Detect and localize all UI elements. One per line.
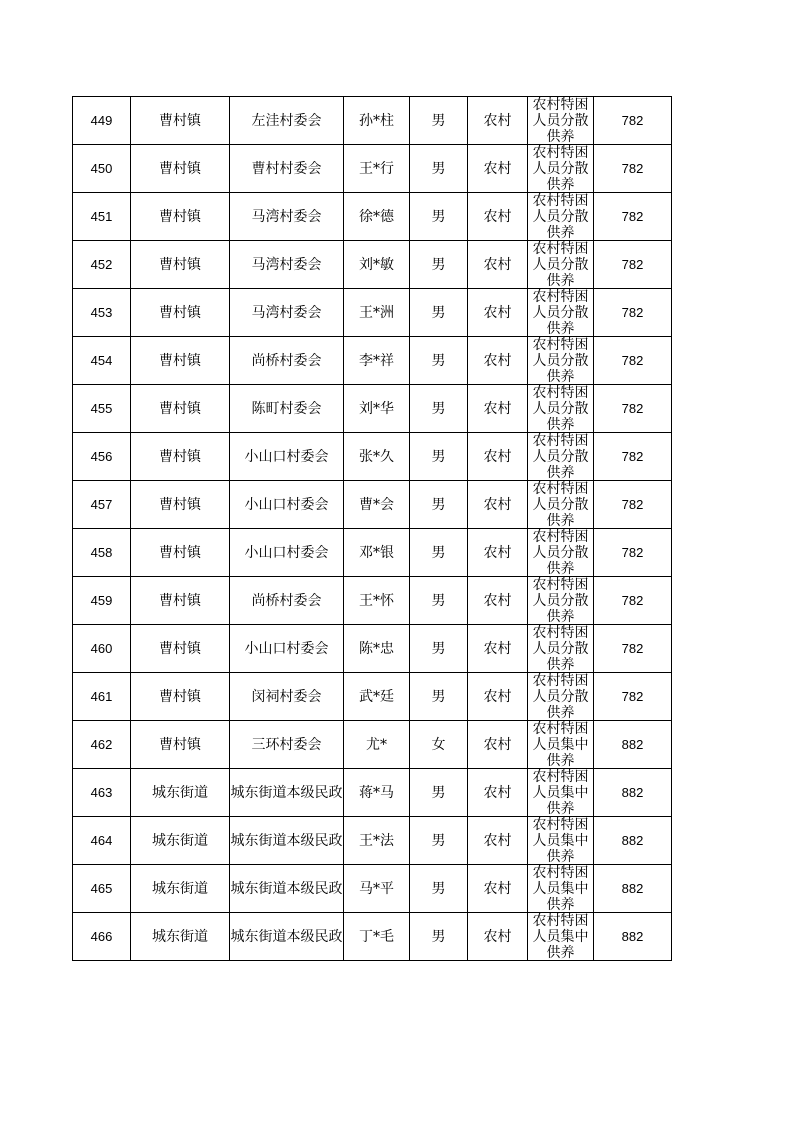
table-row — [73, 673, 672, 721]
table-row — [73, 289, 672, 337]
cell-area-type: 农村 — [468, 529, 528, 577]
cell-village-committee: 闵祠村委会 — [230, 673, 344, 721]
table-row — [73, 769, 672, 817]
cell-serial-number: 458 — [73, 529, 131, 577]
support-category-text: 农村特困人员集中供养 — [532, 769, 589, 816]
cell-village-committee: 左洼村委会 — [230, 97, 344, 145]
support-category-box — [528, 241, 593, 288]
cell-support-category — [528, 241, 594, 289]
cell-gender: 男 — [410, 337, 468, 385]
table-row — [73, 625, 672, 673]
cell-village-committee: 城东街道本级民政 — [230, 865, 344, 913]
cell-gender: 男 — [410, 769, 468, 817]
cell-amount: 782 — [594, 97, 672, 145]
table-row — [73, 337, 672, 385]
cell-support-category — [528, 385, 594, 433]
support-category-box — [528, 769, 593, 816]
cell-amount: 882 — [594, 769, 672, 817]
cell-town: 曹村镇 — [131, 673, 230, 721]
support-category-box — [528, 289, 593, 336]
cell-town: 城东街道 — [131, 913, 230, 961]
cell-person-name: 孙*柱 — [344, 97, 410, 145]
cell-support-category — [528, 913, 594, 961]
cell-area-type: 农村 — [468, 145, 528, 193]
cell-village-committee: 曹村村委会 — [230, 145, 344, 193]
cell-person-name: 武*廷 — [344, 673, 410, 721]
cell-gender: 男 — [410, 97, 468, 145]
cell-gender: 男 — [410, 433, 468, 481]
support-category-box — [528, 721, 593, 768]
cell-serial-number: 459 — [73, 577, 131, 625]
cell-village-committee: 陈町村委会 — [230, 385, 344, 433]
cell-gender: 男 — [410, 289, 468, 337]
cell-area-type: 农村 — [468, 865, 528, 913]
cell-area-type: 农村 — [468, 97, 528, 145]
cell-person-name: 王*怀 — [344, 577, 410, 625]
cell-town: 城东街道 — [131, 769, 230, 817]
cell-village-committee: 小山口村委会 — [230, 529, 344, 577]
cell-area-type: 农村 — [468, 625, 528, 673]
cell-gender: 男 — [410, 817, 468, 865]
support-category-box — [528, 481, 593, 528]
support-category-box — [528, 913, 593, 960]
cell-serial-number: 466 — [73, 913, 131, 961]
cell-town: 曹村镇 — [131, 625, 230, 673]
cell-support-category — [528, 433, 594, 481]
cell-support-category — [528, 769, 594, 817]
table-row — [73, 817, 672, 865]
support-category-text: 农村特困人员分散供养 — [532, 97, 589, 144]
cell-support-category — [528, 145, 594, 193]
cell-person-name: 丁*毛 — [344, 913, 410, 961]
cell-support-category — [528, 865, 594, 913]
table-row — [73, 433, 672, 481]
cell-serial-number: 460 — [73, 625, 131, 673]
cell-town: 曹村镇 — [131, 385, 230, 433]
cell-gender: 男 — [410, 913, 468, 961]
support-category-box — [528, 145, 593, 192]
cell-town: 曹村镇 — [131, 289, 230, 337]
cell-serial-number: 464 — [73, 817, 131, 865]
cell-person-name: 陈*忠 — [344, 625, 410, 673]
cell-area-type: 农村 — [468, 385, 528, 433]
cell-person-name: 马*平 — [344, 865, 410, 913]
cell-town: 曹村镇 — [131, 481, 230, 529]
cell-gender: 男 — [410, 241, 468, 289]
support-category-box — [528, 625, 593, 672]
support-category-text: 农村特困人员分散供养 — [532, 529, 589, 576]
cell-gender: 男 — [410, 625, 468, 673]
cell-gender: 男 — [410, 481, 468, 529]
cell-town: 曹村镇 — [131, 337, 230, 385]
cell-village-committee: 小山口村委会 — [230, 625, 344, 673]
cell-area-type: 农村 — [468, 817, 528, 865]
table-row — [73, 529, 672, 577]
cell-village-committee: 马湾村委会 — [230, 241, 344, 289]
cell-amount: 782 — [594, 433, 672, 481]
cell-serial-number: 457 — [73, 481, 131, 529]
support-category-box — [528, 577, 593, 624]
table-row — [73, 913, 672, 961]
cell-support-category — [528, 337, 594, 385]
cell-area-type: 农村 — [468, 769, 528, 817]
support-category-text: 农村特困人员分散供养 — [532, 145, 589, 192]
cell-amount: 782 — [594, 193, 672, 241]
cell-village-committee: 小山口村委会 — [230, 433, 344, 481]
cell-town: 城东街道 — [131, 817, 230, 865]
cell-amount: 782 — [594, 145, 672, 193]
support-category-text: 农村特困人员集中供养 — [532, 817, 589, 864]
table-row — [73, 721, 672, 769]
cell-support-category — [528, 193, 594, 241]
support-category-text: 农村特困人员分散供养 — [532, 193, 589, 240]
cell-person-name: 邓*银 — [344, 529, 410, 577]
cell-village-committee: 马湾村委会 — [230, 193, 344, 241]
support-category-box — [528, 337, 593, 384]
cell-area-type: 农村 — [468, 913, 528, 961]
cell-town: 城东街道 — [131, 865, 230, 913]
cell-area-type: 农村 — [468, 577, 528, 625]
cell-village-committee: 城东街道本级民政 — [230, 769, 344, 817]
roster-table — [72, 96, 672, 961]
cell-village-committee: 三环村委会 — [230, 721, 344, 769]
cell-support-category — [528, 577, 594, 625]
table-row — [73, 145, 672, 193]
support-category-text: 农村特困人员分散供养 — [532, 289, 589, 336]
support-category-box — [528, 97, 593, 144]
support-category-text: 农村特困人员分散供养 — [532, 385, 589, 432]
cell-area-type: 农村 — [468, 289, 528, 337]
cell-serial-number: 451 — [73, 193, 131, 241]
cell-amount: 782 — [594, 577, 672, 625]
cell-amount: 782 — [594, 289, 672, 337]
cell-town: 曹村镇 — [131, 433, 230, 481]
cell-amount: 782 — [594, 529, 672, 577]
table-row — [73, 865, 672, 913]
cell-serial-number: 455 — [73, 385, 131, 433]
support-category-text: 农村特困人员分散供养 — [532, 481, 589, 528]
cell-town: 曹村镇 — [131, 241, 230, 289]
table-row — [73, 385, 672, 433]
cell-amount: 882 — [594, 817, 672, 865]
support-category-box — [528, 817, 593, 864]
cell-serial-number: 454 — [73, 337, 131, 385]
cell-area-type: 农村 — [468, 721, 528, 769]
support-category-box — [528, 433, 593, 480]
support-category-text: 农村特困人员分散供养 — [532, 241, 589, 288]
cell-person-name: 王*法 — [344, 817, 410, 865]
cell-area-type: 农村 — [468, 337, 528, 385]
cell-person-name: 尤* — [344, 721, 410, 769]
cell-area-type: 农村 — [468, 241, 528, 289]
support-category-box — [528, 865, 593, 912]
cell-village-committee: 小山口村委会 — [230, 481, 344, 529]
cell-area-type: 农村 — [468, 673, 528, 721]
cell-town: 曹村镇 — [131, 145, 230, 193]
cell-gender: 女 — [410, 721, 468, 769]
support-category-text: 农村特困人员集中供养 — [532, 865, 589, 912]
cell-support-category — [528, 481, 594, 529]
cell-person-name: 徐*德 — [344, 193, 410, 241]
cell-serial-number: 463 — [73, 769, 131, 817]
table-row — [73, 481, 672, 529]
support-category-text: 农村特困人员分散供养 — [532, 577, 589, 624]
cell-serial-number: 456 — [73, 433, 131, 481]
support-category-text: 农村特困人员集中供养 — [532, 721, 589, 768]
cell-support-category — [528, 721, 594, 769]
cell-town: 曹村镇 — [131, 577, 230, 625]
cell-support-category — [528, 289, 594, 337]
cell-amount: 882 — [594, 913, 672, 961]
cell-person-name: 刘*敏 — [344, 241, 410, 289]
support-category-text: 农村特困人员分散供养 — [532, 673, 589, 720]
cell-person-name: 王*行 — [344, 145, 410, 193]
cell-gender: 男 — [410, 577, 468, 625]
cell-village-committee: 城东街道本级民政 — [230, 913, 344, 961]
support-category-box — [528, 529, 593, 576]
cell-gender: 男 — [410, 385, 468, 433]
cell-person-name: 曹*会 — [344, 481, 410, 529]
cell-amount: 782 — [594, 241, 672, 289]
cell-serial-number: 461 — [73, 673, 131, 721]
support-category-text: 农村特困人员分散供养 — [532, 337, 589, 384]
cell-serial-number: 453 — [73, 289, 131, 337]
cell-serial-number: 452 — [73, 241, 131, 289]
cell-area-type: 农村 — [468, 481, 528, 529]
cell-person-name: 蒋*马 — [344, 769, 410, 817]
cell-town: 曹村镇 — [131, 721, 230, 769]
cell-village-committee: 尚桥村委会 — [230, 337, 344, 385]
table-row — [73, 241, 672, 289]
table-row — [73, 97, 672, 145]
cell-person-name: 李*祥 — [344, 337, 410, 385]
cell-support-category — [528, 529, 594, 577]
cell-support-category — [528, 97, 594, 145]
table-row — [73, 193, 672, 241]
support-category-box — [528, 673, 593, 720]
cell-gender: 男 — [410, 145, 468, 193]
cell-person-name: 张*久 — [344, 433, 410, 481]
cell-serial-number: 449 — [73, 97, 131, 145]
cell-person-name: 王*洲 — [344, 289, 410, 337]
cell-gender: 男 — [410, 529, 468, 577]
cell-amount: 782 — [594, 625, 672, 673]
cell-amount: 882 — [594, 865, 672, 913]
cell-village-committee: 马湾村委会 — [230, 289, 344, 337]
support-category-text: 农村特困人员分散供养 — [532, 433, 589, 480]
support-category-text: 农村特困人员分散供养 — [532, 625, 589, 672]
cell-support-category — [528, 625, 594, 673]
cell-serial-number: 462 — [73, 721, 131, 769]
cell-serial-number: 450 — [73, 145, 131, 193]
cell-area-type: 农村 — [468, 193, 528, 241]
cell-village-committee: 城东街道本级民政 — [230, 817, 344, 865]
cell-gender: 男 — [410, 865, 468, 913]
cell-amount: 782 — [594, 673, 672, 721]
cell-serial-number: 465 — [73, 865, 131, 913]
table-body — [73, 97, 672, 961]
support-category-text: 农村特困人员集中供养 — [532, 913, 589, 960]
support-category-box — [528, 385, 593, 432]
cell-amount: 782 — [594, 481, 672, 529]
cell-gender: 男 — [410, 193, 468, 241]
cell-person-name: 刘*华 — [344, 385, 410, 433]
support-category-box — [528, 193, 593, 240]
cell-town: 曹村镇 — [131, 529, 230, 577]
cell-gender: 男 — [410, 673, 468, 721]
cell-support-category — [528, 673, 594, 721]
table-row — [73, 577, 672, 625]
cell-town: 曹村镇 — [131, 193, 230, 241]
cell-support-category — [528, 817, 594, 865]
cell-amount: 882 — [594, 721, 672, 769]
cell-town: 曹村镇 — [131, 97, 230, 145]
cell-village-committee: 尚桥村委会 — [230, 577, 344, 625]
cell-amount: 782 — [594, 385, 672, 433]
cell-area-type: 农村 — [468, 433, 528, 481]
cell-amount: 782 — [594, 337, 672, 385]
